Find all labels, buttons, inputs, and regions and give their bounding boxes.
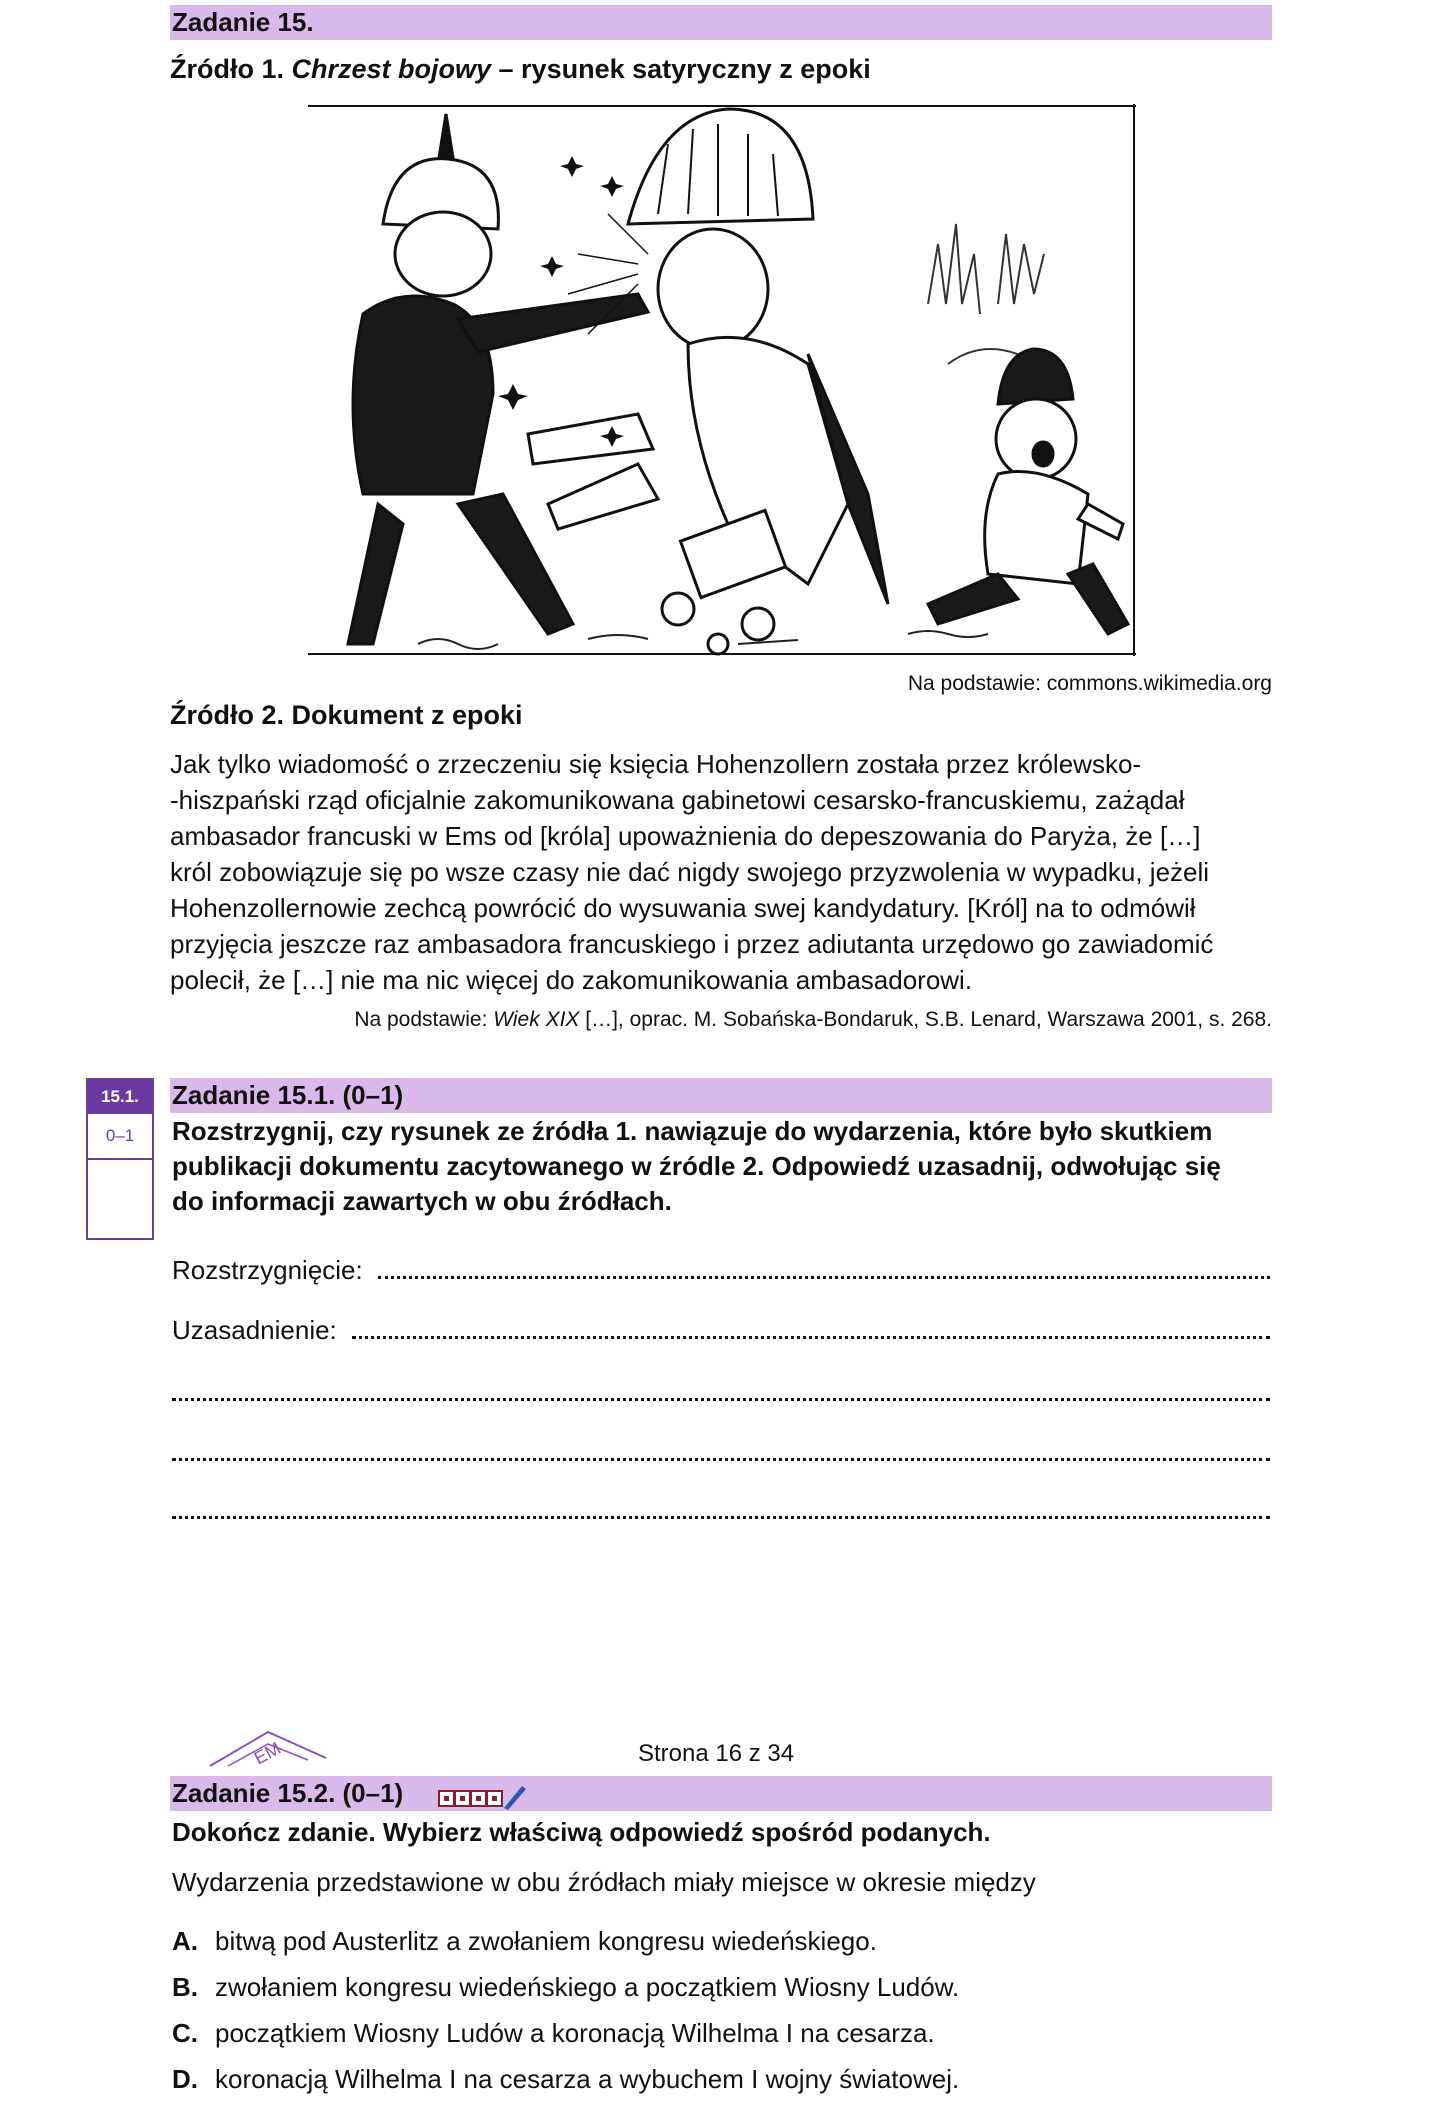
option-letter: B. [172, 1972, 198, 2002]
option-letter: C. [172, 2018, 198, 2048]
publisher-logo [208, 1728, 328, 1768]
dotted-line [172, 1513, 1270, 1519]
answer-line[interactable] [172, 1492, 1270, 1528]
dotted-line [378, 1273, 1270, 1279]
source2-heading: Źródło 2. Dokument z epoki [170, 700, 523, 730]
justification-label: Uzasadnienie: [172, 1315, 337, 1345]
dotted-line [172, 1395, 1270, 1401]
answer-line[interactable] [172, 1434, 1270, 1470]
source2-line: Jak tylko wiadomość o zrzeczeniu się księcia Hohenzollern została przez królewsko- [170, 749, 1142, 779]
score-box [86, 1078, 154, 1240]
option-letter: A. [172, 1926, 198, 1956]
logo-text: EM [250, 1738, 284, 1768]
decision-label: Rozstrzygnięcie: [172, 1255, 363, 1285]
option-c[interactable] [172, 2018, 935, 2049]
score-box-input[interactable] [88, 1160, 152, 1240]
option-b[interactable] [172, 1972, 959, 2003]
source1-prefix: Źródło 1. [170, 54, 292, 84]
task-15-2-instruction: Dokończ zdanie. Wybierz właściwą odpowiedź spośród podanych. [172, 1817, 991, 1847]
option-text: bitwą pod Austerlitz a zwołaniem kongresu wiedeńskiego. [215, 1926, 877, 1956]
source2-line: przyjęcia jeszcze raz ambasadora francuskiego i przez adiutanta urzędowo go zawiadomić [170, 929, 1214, 959]
dotted-line [352, 1333, 1270, 1339]
option-a[interactable] [172, 1926, 877, 1957]
source1-title: Chrzest bojowy [291, 54, 492, 84]
cartoon-image [308, 104, 1136, 656]
option-letter: D. [172, 2064, 198, 2094]
instruction-line: Rozstrzygnij, czy rysunek ze źródła 1. nawiązuje do wydarzenia, które było skutkiem [172, 1116, 1213, 1146]
source2-credit-prefix: Na podstawie: [354, 1008, 494, 1031]
option-text: zwołaniem kongresu wiedeńskiego a początkiem Wiosny Ludów. [215, 1972, 960, 2002]
score-box-range: 0–1 [88, 1114, 152, 1160]
source2-line: -hiszpański rząd oficjalnie zakomunikowana gabinetowi cesarsko-francuskiemu, zażądał [170, 785, 1185, 815]
score-box-label: 15.1. [88, 1080, 152, 1114]
task-header-bar [170, 5, 1272, 40]
task-15-1-title: Zadanie 15.1. (0–1) [172, 1080, 404, 1110]
source2-line: ambasador francuski w Ems od [króla] upoważnienia do depeszowania do Paryża, że […] [170, 821, 1201, 851]
source2-line: polecił, że […] nie ma nic więcej do zakomunikowania ambasadorowi. [170, 965, 973, 995]
option-d[interactable] [172, 2064, 959, 2095]
source2-text [170, 746, 1275, 998]
satirical-cartoon [308, 104, 1136, 656]
source2-credit-suffix: […], oprac. M. Sobańska-Bondaruk, S.B. Lenard, Warszawa 2001, s. 268. [579, 1008, 1272, 1031]
source2-credit [354, 1008, 1272, 1032]
task-15-2-stem: Wydarzenia przedstawione w obu źródłach miały miejsce w okresie między [172, 1867, 1036, 1897]
justification-answer-line[interactable] [172, 1312, 1270, 1348]
image-credit: Na podstawie: commons.wikimedia.org [907, 672, 1272, 695]
option-text: koronacją Wilhelma I na cesarza a wybuchem I wojny światowej. [215, 2064, 960, 2094]
page-number: Strona 16 z 34 [638, 1740, 795, 1767]
task-15-1-instruction [172, 1114, 1277, 1219]
dotted-line [172, 1455, 1270, 1461]
source2-credit-title: Wiek XIX [493, 1008, 580, 1031]
instruction-line: do informacji zawartych w obu źródłach. [172, 1186, 672, 1216]
option-text: początkiem Wiosny Ludów a koronacją Wilhelma I na cesarza. [215, 2018, 935, 2048]
source2-line: Hohenzollernowie zechcą powrócić do wysuwania swej kandydatury. [Król] na to odmówił [170, 893, 1196, 923]
source1-suffix: – rysunek satyryczny z epoki [491, 54, 871, 84]
instruction-line: publikacji dokumentu zacytowanego w źródle 2. Odpowiedź uzasadnij, odwołując się [172, 1151, 1221, 1181]
decision-answer-line[interactable] [172, 1252, 1270, 1288]
answer-line[interactable] [172, 1374, 1270, 1410]
task-15-2-title: Zadanie 15.2. (0–1) [172, 1778, 404, 1808]
task-title: Zadanie 15. [172, 7, 314, 37]
source2-line: król zobowiązuje się po wsze czasy nie dać nigdy swojego przyzwolenia w wypadku, jeżeli [170, 857, 1210, 887]
source1-heading [170, 54, 871, 85]
pencil-icon [438, 1784, 528, 1810]
